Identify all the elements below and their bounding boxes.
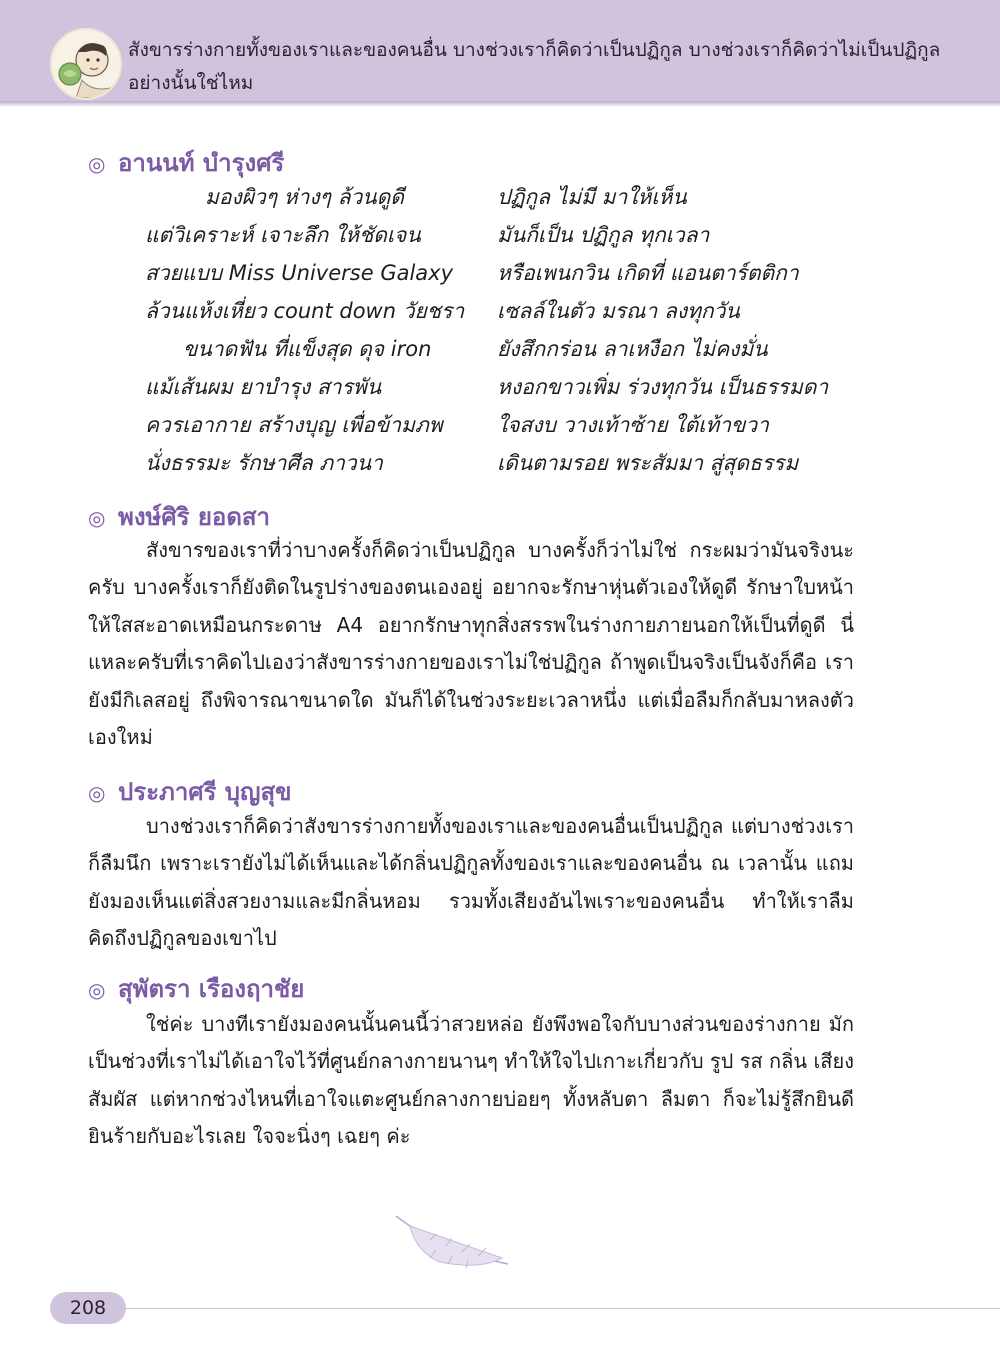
section-heading-pongsiri (88, 497, 270, 536)
comment-paragraph (88, 808, 854, 958)
section-heading-anon (88, 143, 284, 182)
author-name: พงษ์ศิริ ยอดสา (118, 503, 271, 531)
footer-line (126, 1308, 1000, 1309)
verse-left: ควรเอากาย สร้างบุญ เพื่อข้ามภพ (145, 413, 443, 437)
comment-paragraph (88, 532, 854, 756)
verse-left: ขนาดฟัน ที่แข็งสุด ดุจ iron (183, 337, 432, 361)
verse-right: มันก็เป็น ปฏิกูล ทุกเวลา (497, 223, 710, 247)
author-name: สุพัตรา เรืองฤาชัย (118, 975, 305, 1003)
bullet-icon: ◎ (88, 781, 106, 805)
verse-left: แต่วิเคราะห์ เจาะลึก ให้ชัดเจน (145, 223, 421, 247)
section-heading-supattra (88, 969, 304, 1008)
page-number: 208 (50, 1292, 126, 1324)
verse-right: ปฏิกูล ไม่มี มาให้เห็น (497, 185, 687, 209)
bullet-icon: ◎ (88, 152, 106, 176)
verse-right: ใจสงบ วางเท้าซ้าย ใต้เท้าขวา (497, 413, 769, 437)
verse-right: เดินตามรอย พระสัมมา สู่สุดธรรม (497, 451, 799, 475)
comment-text: บางช่วงเราก็คิดว่าสังขารร่างกายทั้งของเราและของคนอื่นเป็นปฏิกูล แต่บางช่วงเราก็ลืมนึก เพราะเรายังไม่ได้เห็นและได้กลิ่นปฏิกูลทั้งของเราและของคนอื่น ณ เวลานั้น แถมยังมองเห็นแต่สิ่งสวยงามและมีกลิ่นหอม รวมทั้งเสียงอันไพเราะของคนอื่น ทำให้เราลืมคิดถึงปฏิกูลของเขาไป (88, 814, 854, 951)
verse-right: ยังสึกกร่อน ลาเหงือก ไม่คงมั่น (497, 337, 768, 361)
comment-text: ใช่ค่ะ บางทีเรายังมองคนนั้นคนนี้ว่าสวยหล่อ ยังพึงพอใจกับบางส่วนของร่างกาย มักเป็นช่วงที่เราไม่ได้เอาใจไว้ที่ศูนย์กลางกายนานๆ ทำให้ใจไปเกาะเกี่ยวกับ รูป รส กลิ่น เสียง สัมผัส แต่หากช่วงไหนที่เอาใจแตะศูนย์กลางกายบ่อยๆ ทั้งหลับตา ลืมตา ก็จะไม่รู้สึกยินดียินร้ายกับอะไรเลย ใจจะนิ่งๆ เฉยๆ ค่ะ (88, 1012, 854, 1149)
author-name: ประภาศรี บุญสุข (118, 778, 292, 806)
bullet-icon: ◎ (88, 978, 106, 1002)
bullet-icon: ◎ (88, 506, 106, 530)
comment-text: สังขารของเราที่ว่าบางครั้งก็คิดว่าเป็นปฏิกูล บางครั้งก็ว่าไม่ใช่ กระผมว่ามันจริงนะครับ บางครั้งเราก็ยังติดในรูปร่างของตนเองอยู่ อยากจะรักษาหุ่นตัวเองให้ดูดี รักษาใบหน้าให้ใสสะอาดเหมือนกระดาษ A4 อยากรักษาทุกสิ่งสรรพในร่างกายภายนอกให้เป็นที่ดูดี นี่แหละครับที่เราคิดไปเองว่าสังขารร่างกายของเราไม่ใช่ปฏิกูล ถ้าพูดเป็นจริงเป็นจังก็คือ เรายังมีกิเลสอยู่ ถึงพิจารณาขนาดใด มันก็ได้ในช่วงระยะเวลาหนึ่ง แต่เมื่อลืมก็กลับมาหลงตัวเองใหม่ (88, 538, 854, 750)
comment-paragraph (88, 1006, 854, 1156)
verse-left: สวยแบบ Miss Universe Galaxy (145, 261, 454, 285)
feather-ornament (390, 1210, 520, 1280)
section-heading-prapasri (88, 772, 292, 811)
verse-right: หรือเพนกวิน เกิดที่ แอนตาร์ตติกา (497, 261, 799, 285)
avatar-illustration (50, 28, 122, 100)
author-name: อานนท์ บำรุงศรี (118, 149, 285, 177)
verse-left: ล้วนแห้งเหี่ยว count down วัยชรา (145, 299, 465, 323)
verse-left: นั่งธรรมะ รักษาศีล ภาวนา (145, 451, 383, 475)
header-shadow (0, 101, 1000, 107)
verse-left: มองผิวๆ ห่างๆ ล้วนดูดี (205, 185, 404, 209)
verse-right: หงอกขาวเพิ่ม ร่วงทุกวัน เป็นธรรมดา (497, 375, 829, 399)
verse-left: แม้เส้นผม ยาบำรุง สารพัน (145, 375, 382, 399)
verse-right: เซลล์ในตัว มรณา ลงทุกวัน (497, 299, 740, 323)
header-question: สังขารร่างกายทั้งของเราและของคนอื่น บางช่วงเราก็คิดว่าเป็นปฏิกูล บางช่วงเราก็คิดว่าไม่เป็นปฏิกูลอย่างนั้นใช่ไหม (128, 39, 941, 94)
